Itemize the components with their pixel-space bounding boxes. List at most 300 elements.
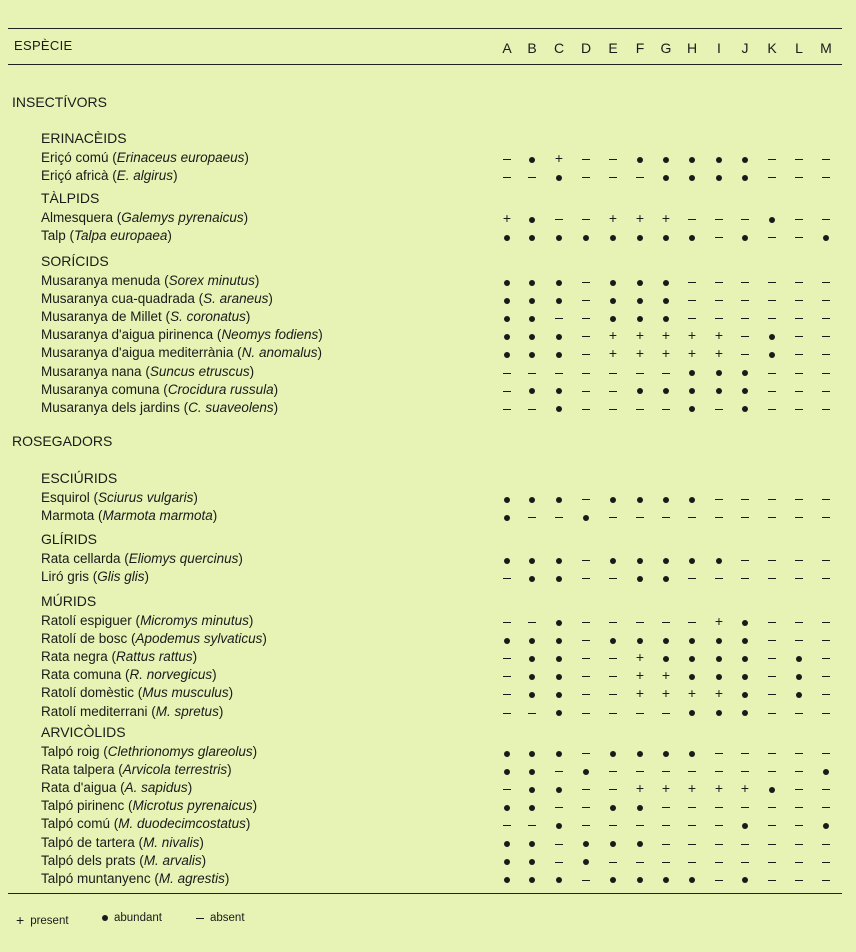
dot-icon: [663, 638, 669, 644]
dash-icon: [503, 694, 511, 695]
distribution-cell: [762, 210, 782, 227]
distribution-cell: [522, 762, 542, 779]
dot-icon: [529, 751, 535, 757]
distribution-cell: [816, 835, 836, 852]
distribution-cell: [603, 309, 623, 326]
dot-icon: [823, 235, 829, 241]
distribution-cell: [682, 345, 702, 362]
species-name: Talpó pirinenc (Microtus pyrenaicus): [41, 798, 258, 814]
dot-icon: [504, 638, 510, 644]
distribution-cell: [762, 853, 782, 870]
dash-icon: [768, 713, 776, 714]
dot-icon: [556, 620, 562, 626]
distribution-cell: [735, 364, 755, 381]
distribution-cell: [603, 704, 623, 721]
distribution-cell: [709, 345, 729, 362]
distribution-cell: [497, 853, 517, 870]
dash-icon: [822, 391, 830, 392]
dash-icon: [741, 560, 749, 561]
distribution-cell: [709, 744, 729, 761]
distribution-cell: [709, 228, 729, 245]
plus-icon: +: [714, 327, 724, 344]
distribution-cell: [576, 744, 596, 761]
dash-icon: [582, 658, 590, 659]
distribution-cell: [709, 762, 729, 779]
dot-icon: [556, 674, 562, 680]
distribution-cell: [576, 150, 596, 167]
distribution-cell: [549, 704, 569, 721]
dot-icon: [556, 877, 562, 883]
distribution-cell: [735, 744, 755, 761]
dash-icon: [822, 354, 830, 355]
species-name: Talp (Talpa europaea): [41, 228, 172, 244]
dash-icon: [768, 825, 776, 826]
dash-icon: [715, 825, 723, 826]
dot-icon: [556, 638, 562, 644]
distribution-cell: [630, 400, 650, 417]
dash-icon: [662, 771, 670, 772]
distribution-cell: [735, 667, 755, 684]
species-name: Marmota (Marmota marmota): [41, 508, 218, 524]
legend-label: abundant: [114, 912, 162, 924]
dot-icon: [823, 769, 829, 775]
distribution-cell: [762, 780, 782, 797]
dash-icon: [768, 282, 776, 283]
distribution-cell: [549, 853, 569, 870]
plus-icon: +: [687, 685, 697, 702]
dash-icon: [503, 159, 511, 160]
distribution-cell: [735, 150, 755, 167]
dot-icon: [742, 656, 748, 662]
distribution-cell: [735, 835, 755, 852]
distribution-cell: [576, 649, 596, 666]
dash-icon: [715, 517, 723, 518]
dash-icon: [822, 159, 830, 160]
dot-icon: [689, 656, 695, 662]
dash-icon: [715, 880, 723, 881]
column-header-b: B: [527, 40, 537, 56]
distribution-cell: [735, 685, 755, 702]
plus-icon: +: [608, 210, 618, 226]
distribution-cell: [709, 798, 729, 815]
distribution-cell: [762, 762, 782, 779]
distribution-cell: [603, 871, 623, 888]
dash-icon: [582, 373, 590, 374]
distribution-cell: [603, 345, 623, 362]
distribution-cell: [497, 685, 517, 702]
distribution-cell: [735, 762, 755, 779]
distribution-cell: [576, 327, 596, 344]
distribution-cell: [656, 744, 676, 761]
distribution-cell: [522, 327, 542, 344]
distribution-cell: [576, 508, 596, 525]
dash-icon: [503, 409, 511, 410]
species-name: Musaranya d'aigua pirinenca (Neomys fodiens): [41, 327, 323, 343]
dash-icon: [636, 825, 644, 826]
dot-icon: [637, 558, 643, 564]
dash-icon: [609, 658, 617, 659]
dot-icon: [689, 674, 695, 680]
dash-icon: [688, 300, 696, 301]
dash-icon: [822, 676, 830, 677]
distribution-cell: [656, 871, 676, 888]
dash-icon: [555, 517, 563, 518]
dot-icon: [716, 388, 722, 394]
dash-icon: [582, 391, 590, 392]
distribution-cell: [656, 780, 676, 797]
distribution-cell: [816, 569, 836, 586]
dot-icon: [663, 576, 669, 582]
dot-icon: [529, 638, 535, 644]
distribution-cell: [762, 168, 782, 185]
distribution-cell: [762, 835, 782, 852]
dot-icon: [610, 805, 616, 811]
dash-icon: [582, 676, 590, 677]
dash-icon: [741, 771, 749, 772]
distribution-cell: [789, 150, 809, 167]
distribution-cell: [497, 744, 517, 761]
dash-icon: [662, 373, 670, 374]
dash-icon: [795, 177, 803, 178]
distribution-cell: [497, 490, 517, 507]
distribution-cell: [656, 613, 676, 630]
distribution-cell: [735, 210, 755, 227]
distribution-cell: [789, 345, 809, 362]
distribution-cell: [709, 364, 729, 381]
dot-icon: [716, 656, 722, 662]
dash-icon: [795, 219, 803, 220]
distribution-cell: [816, 631, 836, 648]
distribution-cell: [656, 210, 676, 227]
dot-icon: [504, 751, 510, 757]
distribution-cell: [682, 168, 702, 185]
dot-icon: [663, 316, 669, 322]
distribution-cell: [735, 168, 755, 185]
distribution-cell: [682, 798, 702, 815]
distribution-cell: [549, 327, 569, 344]
dot-icon: [663, 157, 669, 163]
dash-icon: [609, 517, 617, 518]
dot-icon: [504, 877, 510, 883]
dot-icon: [556, 235, 562, 241]
distribution-cell: [549, 798, 569, 815]
distribution-cell: [816, 613, 836, 630]
distribution-cell: [603, 835, 623, 852]
dot-icon: [637, 497, 643, 503]
distribution-cell: [630, 871, 650, 888]
distribution-cell: [549, 228, 569, 245]
dash-icon: [636, 517, 644, 518]
distribution-cell: [762, 490, 782, 507]
dot-icon: [663, 656, 669, 662]
dot-icon: [610, 497, 616, 503]
distribution-cell: [735, 613, 755, 630]
species-name: Almesquera (Galemys pyrenaicus): [41, 210, 249, 225]
dot-icon: [504, 769, 510, 775]
species-name: Rata talpera (Arvicola terrestris): [41, 762, 232, 778]
dot-icon: [529, 558, 535, 564]
distribution-cell: [816, 871, 836, 888]
distribution-cell: [603, 400, 623, 417]
dot-icon: [583, 515, 589, 521]
species-name: Musaranya de Millet (S. coronatus): [41, 309, 251, 325]
distribution-cell: [576, 400, 596, 417]
dot-icon: [556, 352, 562, 358]
distribution-cell: [709, 667, 729, 684]
dot-icon: [689, 157, 695, 163]
dash-icon: [582, 159, 590, 160]
distribution-cell: [497, 613, 517, 630]
distribution-cell: [549, 291, 569, 308]
dot-icon: [716, 370, 722, 376]
bottom-rule: [8, 893, 842, 894]
dash-icon: [662, 807, 670, 808]
dash-icon: [822, 658, 830, 659]
dot-icon: [556, 692, 562, 698]
dash-icon: [636, 771, 644, 772]
dot-icon: [742, 710, 748, 716]
dash-icon: [662, 862, 670, 863]
dot-icon: [742, 692, 748, 698]
dash-icon: [715, 753, 723, 754]
dash-icon: [741, 862, 749, 863]
dash-icon: [822, 807, 830, 808]
distribution-cell: [816, 704, 836, 721]
dash-icon: [503, 177, 511, 178]
distribution-cell: [497, 291, 517, 308]
distribution-cell: [709, 649, 729, 666]
distribution-cell: [656, 490, 676, 507]
dot-icon: [742, 406, 748, 412]
dot-icon: [637, 157, 643, 163]
dot-icon: [610, 235, 616, 241]
family-heading: MÚRIDS: [41, 593, 97, 609]
plus-icon: +: [16, 912, 25, 928]
distribution-cell: [656, 400, 676, 417]
species-name: Eriçó comú (Erinaceus europaeus): [41, 150, 249, 165]
column-header-a: A: [502, 40, 512, 56]
dot-icon: [529, 877, 535, 883]
distribution-cell: [735, 228, 755, 245]
distribution-cell: [735, 508, 755, 525]
distribution-cell: [789, 569, 809, 586]
distribution-cell: [522, 631, 542, 648]
distribution-cell: [549, 551, 569, 568]
dot-icon: [742, 235, 748, 241]
distribution-cell: [789, 744, 809, 761]
distribution-cell: [522, 780, 542, 797]
distribution-cell: [789, 667, 809, 684]
distribution-cell: [497, 273, 517, 290]
distribution-cell: [656, 382, 676, 399]
distribution-cell: [762, 871, 782, 888]
distribution-cell: [603, 291, 623, 308]
distribution-cell: [522, 345, 542, 362]
dot-icon: [556, 576, 562, 582]
dot-icon: [663, 388, 669, 394]
dash-icon: [768, 578, 776, 579]
plus-icon: +: [687, 345, 697, 362]
distribution-cell: [630, 382, 650, 399]
dot-icon: [716, 558, 722, 564]
dash-icon: [822, 336, 830, 337]
distribution-cell: [576, 228, 596, 245]
distribution-cell: [735, 400, 755, 417]
distribution-cell: [576, 210, 596, 227]
distribution-cell: [735, 816, 755, 833]
distribution-cell: [735, 631, 755, 648]
distribution-cell: [816, 364, 836, 381]
distribution-cell: [789, 291, 809, 308]
distribution-cell: [816, 685, 836, 702]
distribution-cell: [762, 704, 782, 721]
distribution-cell: [630, 273, 650, 290]
dash-icon: [768, 771, 776, 772]
distribution-cell: [549, 345, 569, 362]
dot-icon: [504, 515, 510, 521]
distribution-cell: [656, 364, 676, 381]
dash-icon: [822, 560, 830, 561]
distribution-cell: [603, 613, 623, 630]
dash-icon: [741, 517, 749, 518]
dot-icon: [637, 841, 643, 847]
dash-icon: [768, 300, 776, 301]
plus-icon: +: [687, 327, 697, 344]
dash-icon: [768, 807, 776, 808]
dash-icon: [795, 771, 803, 772]
distribution-cell: [709, 613, 729, 630]
dash-icon: [555, 318, 563, 319]
dash-icon: [582, 318, 590, 319]
distribution-cell: [789, 210, 809, 227]
distribution-cell: [549, 364, 569, 381]
dash-icon: [741, 318, 749, 319]
dash-icon: [688, 825, 696, 826]
distribution-cell: [816, 150, 836, 167]
dash-icon: [741, 282, 749, 283]
dash-icon: [555, 807, 563, 808]
dash-icon: [822, 862, 830, 863]
dash-icon: [715, 409, 723, 410]
dot-icon: [610, 316, 616, 322]
dot-icon: [689, 388, 695, 394]
distribution-cell: [816, 744, 836, 761]
distribution-cell: [522, 667, 542, 684]
dot-icon: [529, 298, 535, 304]
dash-icon: [795, 862, 803, 863]
distribution-cell: [603, 273, 623, 290]
plus-icon: +: [661, 345, 671, 362]
distribution-cell: [656, 551, 676, 568]
distribution-cell: [603, 744, 623, 761]
dot-icon: [529, 787, 535, 793]
distribution-cell: [630, 228, 650, 245]
distribution-cell: [522, 853, 542, 870]
dash-icon: [768, 560, 776, 561]
dash-icon: [795, 560, 803, 561]
distribution-cell: [630, 168, 650, 185]
dot-icon: [504, 298, 510, 304]
plus-icon: +: [635, 780, 645, 797]
species-name: Rata comuna (R. norvegicus): [41, 667, 217, 683]
dash-icon: [609, 409, 617, 410]
dot-icon: [637, 388, 643, 394]
distribution-cell: [497, 400, 517, 417]
dash-icon: [822, 177, 830, 178]
dot-icon: [556, 710, 562, 716]
dash-icon: [503, 622, 511, 623]
distribution-cell: [682, 309, 702, 326]
dot-icon: [663, 280, 669, 286]
dot-icon: [529, 217, 535, 223]
dot-icon: [529, 388, 535, 394]
dash-icon: [582, 560, 590, 561]
distribution-cell: [630, 569, 650, 586]
dot-icon: [504, 805, 510, 811]
distribution-cell: [656, 762, 676, 779]
distribution-cell: [522, 871, 542, 888]
distribution-cell: [576, 551, 596, 568]
distribution-cell: [576, 364, 596, 381]
distribution-cell: [789, 551, 809, 568]
distribution-cell: [709, 551, 729, 568]
dot-icon: [610, 558, 616, 564]
species-name: Musaranya comuna (Crocidura russula): [41, 381, 279, 397]
dot-icon: [556, 751, 562, 757]
dot-icon: [556, 823, 562, 829]
distribution-cell: [762, 816, 782, 833]
dash-icon: [715, 844, 723, 845]
dash-icon: [503, 391, 511, 392]
distribution-cell: [549, 490, 569, 507]
dot-icon: [556, 334, 562, 340]
dash-icon: [795, 713, 803, 714]
distribution-cell: [576, 345, 596, 362]
distribution-cell: [522, 150, 542, 167]
dash-icon: [822, 789, 830, 790]
dash-icon: [768, 862, 776, 863]
distribution-cell: [735, 853, 755, 870]
distribution-cell: [497, 228, 517, 245]
dash-icon: [555, 771, 563, 772]
distribution-cell: [522, 744, 542, 761]
dot-icon: [610, 280, 616, 286]
distribution-cell: [549, 273, 569, 290]
distribution-cell: [735, 309, 755, 326]
distribution-cell: [576, 569, 596, 586]
plus-icon: +: [687, 780, 697, 797]
dash-icon: [795, 880, 803, 881]
species-name: Rata cellarda (Eliomys quercinus): [41, 551, 243, 566]
distribution-cell: [735, 704, 755, 721]
distribution-cell: [762, 667, 782, 684]
dash-icon: [503, 658, 511, 659]
dot-icon: [716, 674, 722, 680]
dash-icon: [822, 300, 830, 301]
distribution-cell: [497, 667, 517, 684]
species-name: Talpó de tartera (M. nivalis): [41, 834, 204, 850]
dash-icon: [636, 862, 644, 863]
dash-icon: [822, 713, 830, 714]
dash-icon: [795, 159, 803, 160]
dash-icon: [688, 517, 696, 518]
legend-item: [102, 912, 162, 924]
dot-icon: [556, 298, 562, 304]
distribution-cell: [816, 210, 836, 227]
distribution-cell: [497, 309, 517, 326]
distribution-cell: [816, 649, 836, 666]
distribution-cell: [497, 569, 517, 586]
